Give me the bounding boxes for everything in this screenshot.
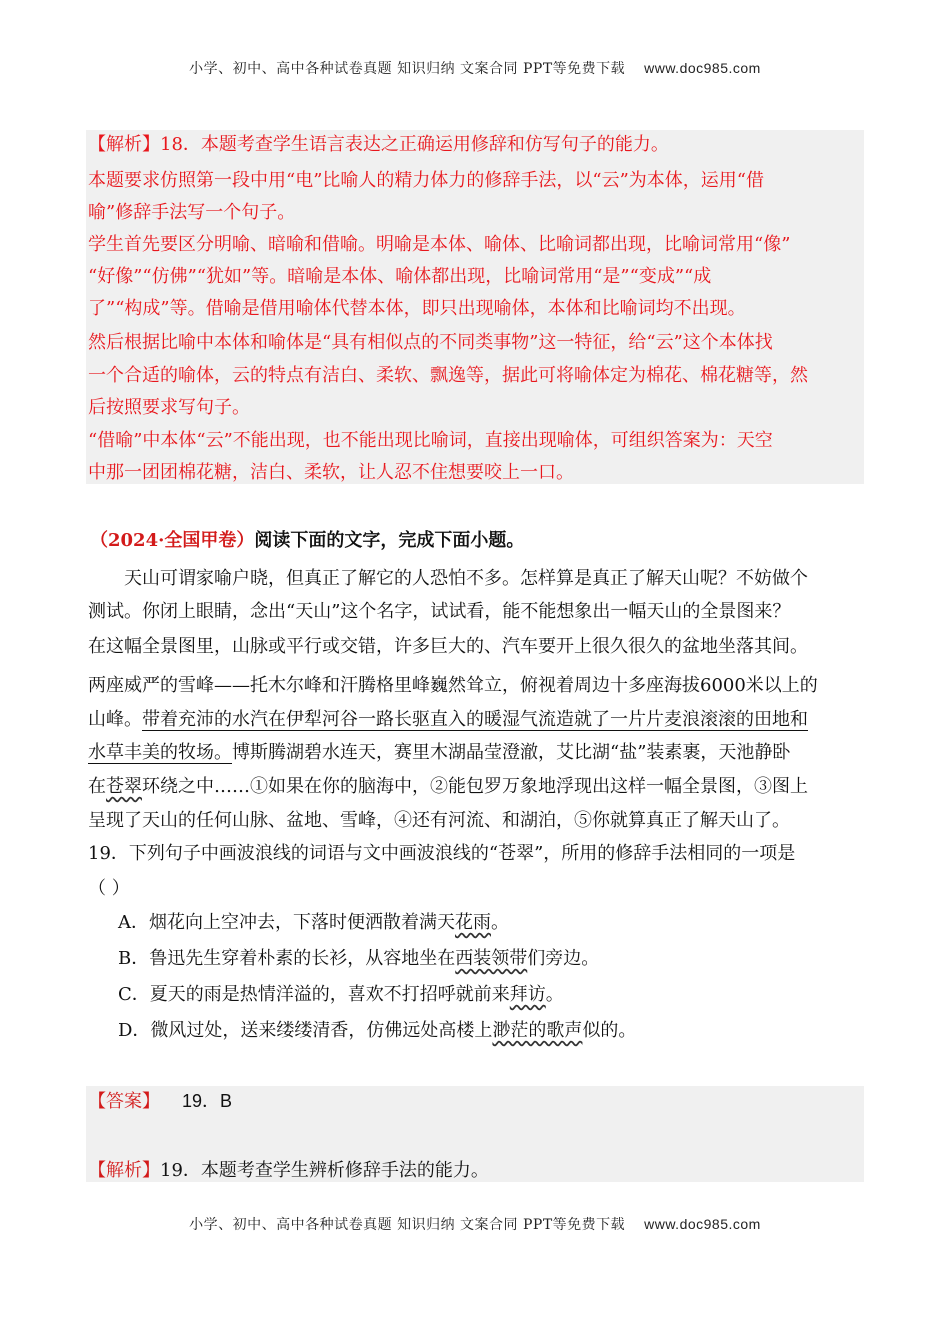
option-letter: A． [118, 912, 149, 933]
analysis-18-line-4: 学生首先要区分明喻、暗喻和借喻。明喻是本体、喻体、比喻词都出现，比喻词常用“像” [88, 234, 791, 255]
footer-text: 小学、初中、高中各种试卷真题 知识归纳 文案合同 PPT等免费下载 [189, 1217, 626, 1233]
footer-url: www.doc985.com [644, 1216, 761, 1232]
passage-line-8: 呈现了天山的任何山脉、盆地、雪峰，④还有河流、和湖泊，⑤你就算真正了解天山了。 [88, 810, 790, 831]
question-19-bracket: （ ） [88, 878, 130, 899]
passage-line-6 [88, 742, 790, 764]
analysis-18-line-10: “借喻”中本体“云”不能出现，也不能出现比喻词，直接出现喻体，可组织答案为：天空 [88, 430, 773, 451]
option-letter: C． [118, 984, 150, 1005]
question-19-stem: 19．下列句子中画波浪线的词语与文中画波浪线的“苍翠”，所用的修辞手法相同的一项是 [88, 843, 796, 864]
option-wavy-word: 花雨 [455, 912, 491, 933]
exam-source: （2024·全国甲卷） [90, 530, 255, 551]
analysis-19-text: 19．本题考查学生辨析修辞手法的能力。 [160, 1160, 489, 1181]
passage-line-6-rest: 博斯腾湖碧水连天，赛里木湖晶莹澄澈，艾比湖“盐”装素裹，天池静卧 [232, 742, 791, 763]
option-b: B．鲁迅先生穿着朴素的长衫，从容地坐在西装领带们旁边。 [118, 948, 600, 969]
option-letter: B． [118, 948, 150, 969]
passage-line-7-rest: 环绕之中……①如果在你的脑海中，②能包罗万象地浮现出这样一幅全景图，③图上 [142, 776, 808, 797]
passage-line-1: 天山可谓家喻户晓，但真正了解它的人恐怕不多。怎样算是真正了解天山呢？不妨做个 [124, 568, 808, 589]
page-header [0, 58, 950, 78]
analysis-18-line-3: 喻”修辞手法写一个句子。 [88, 202, 296, 223]
analysis-18-line-5: “好像”“仿佛”“犹如”等。暗喻是本体、喻体都出现，比喻词常用“是”“变成”“成 [88, 266, 712, 287]
page-footer [0, 1214, 950, 1234]
analysis-18-line-1: 【解析】18．本题考查学生语言表达之正确运用修辞和仿写句子的能力。 [88, 134, 669, 155]
passage-line-7 [88, 776, 808, 798]
passage-line-5-start: 山峰。 [88, 709, 142, 730]
option-wavy-word: 拜访 [509, 984, 546, 1005]
analysis-18-line-2: 本题要求仿照第一段中用“电”比喻人的精力体力的修辞手法，以“云”为本体，运用“借 [88, 170, 765, 191]
analysis-18-line-7: 然后根据比喻中本体和喻体是“具有相似点的不同类事物”这一特征，给“云”这个本体找 [88, 332, 773, 353]
wavy-word-cangcui: 苍翠 [106, 776, 142, 797]
analysis-19-label: 【解析】 [88, 1160, 160, 1181]
analysis-18-line-6: 了”“构成”等。借喻是借用喻体代替本体，即只出现喻体，本体和比喻词均不出现。 [88, 298, 746, 319]
header-url: www.doc985.com [644, 60, 761, 76]
option-d: D．微风过处，送来缕缕清香，仿佛远处高楼上渺茫的歌声似的。 [118, 1020, 637, 1041]
passage-line-4: 两座威严的雪峰——托木尔峰和汗腾格里峰巍然耸立，俯视着周边十多座海拔6000米以上的 [88, 675, 818, 696]
analysis-18-line-11: 中那一团团棉花糖，洁白、柔软，让人忍不住想要咬上一口。 [88, 462, 574, 483]
option-wavy-word: 西装领带 [455, 948, 528, 969]
section-heading [90, 530, 524, 552]
passage-line-5 [88, 709, 808, 731]
analysis-18-line-8: 一个合适的喻体，云的特点有洁白、柔软、飘逸等，据此可将喻体定为棉花、棉花糖等，然 [88, 365, 808, 386]
passage-line-7-start: 在 [88, 776, 106, 797]
option-letter: D． [118, 1020, 151, 1041]
analysis-19-line [88, 1160, 489, 1182]
underlined-sentence-part-1: 带着充沛的水汽在伊犁河谷一路长驱直入的暖湿气流造就了一片片麦浪滚滚的田地和 [142, 709, 808, 730]
answer-value: 19．B [182, 1091, 233, 1111]
header-text: 小学、初中、高中各种试卷真题 知识归纳 文案合同 PPT等免费下载 [189, 61, 626, 77]
answer-label: 【答案】 [88, 1091, 160, 1112]
answer-19-line [88, 1090, 232, 1113]
option-wavy-word: 渺茫的歌声 [492, 1020, 583, 1041]
option-a: A．烟花向上空冲去，下落时便洒散着满天花雨。 [118, 912, 509, 933]
section-instruction: 阅读下面的文字，完成下面小题。 [254, 530, 525, 551]
analysis-18-line-9: 后按照要求写句子。 [88, 397, 250, 418]
passage-line-3: 在这幅全景图里，山脉或平行或交错，许多巨大的、汽车要开上很久很久的盆地坐落其间。 [88, 636, 808, 657]
underlined-sentence-part-2: 水草丰美的牧场。 [88, 742, 232, 763]
option-c: C．夏天的雨是热情洋溢的，喜欢不打招呼就前来拜访。 [118, 984, 564, 1005]
passage-line-2: 测试。你闭上眼睛，念出“天山”这个名字，试试看，能不能想象出一幅天山的全景图来？ [88, 601, 791, 622]
